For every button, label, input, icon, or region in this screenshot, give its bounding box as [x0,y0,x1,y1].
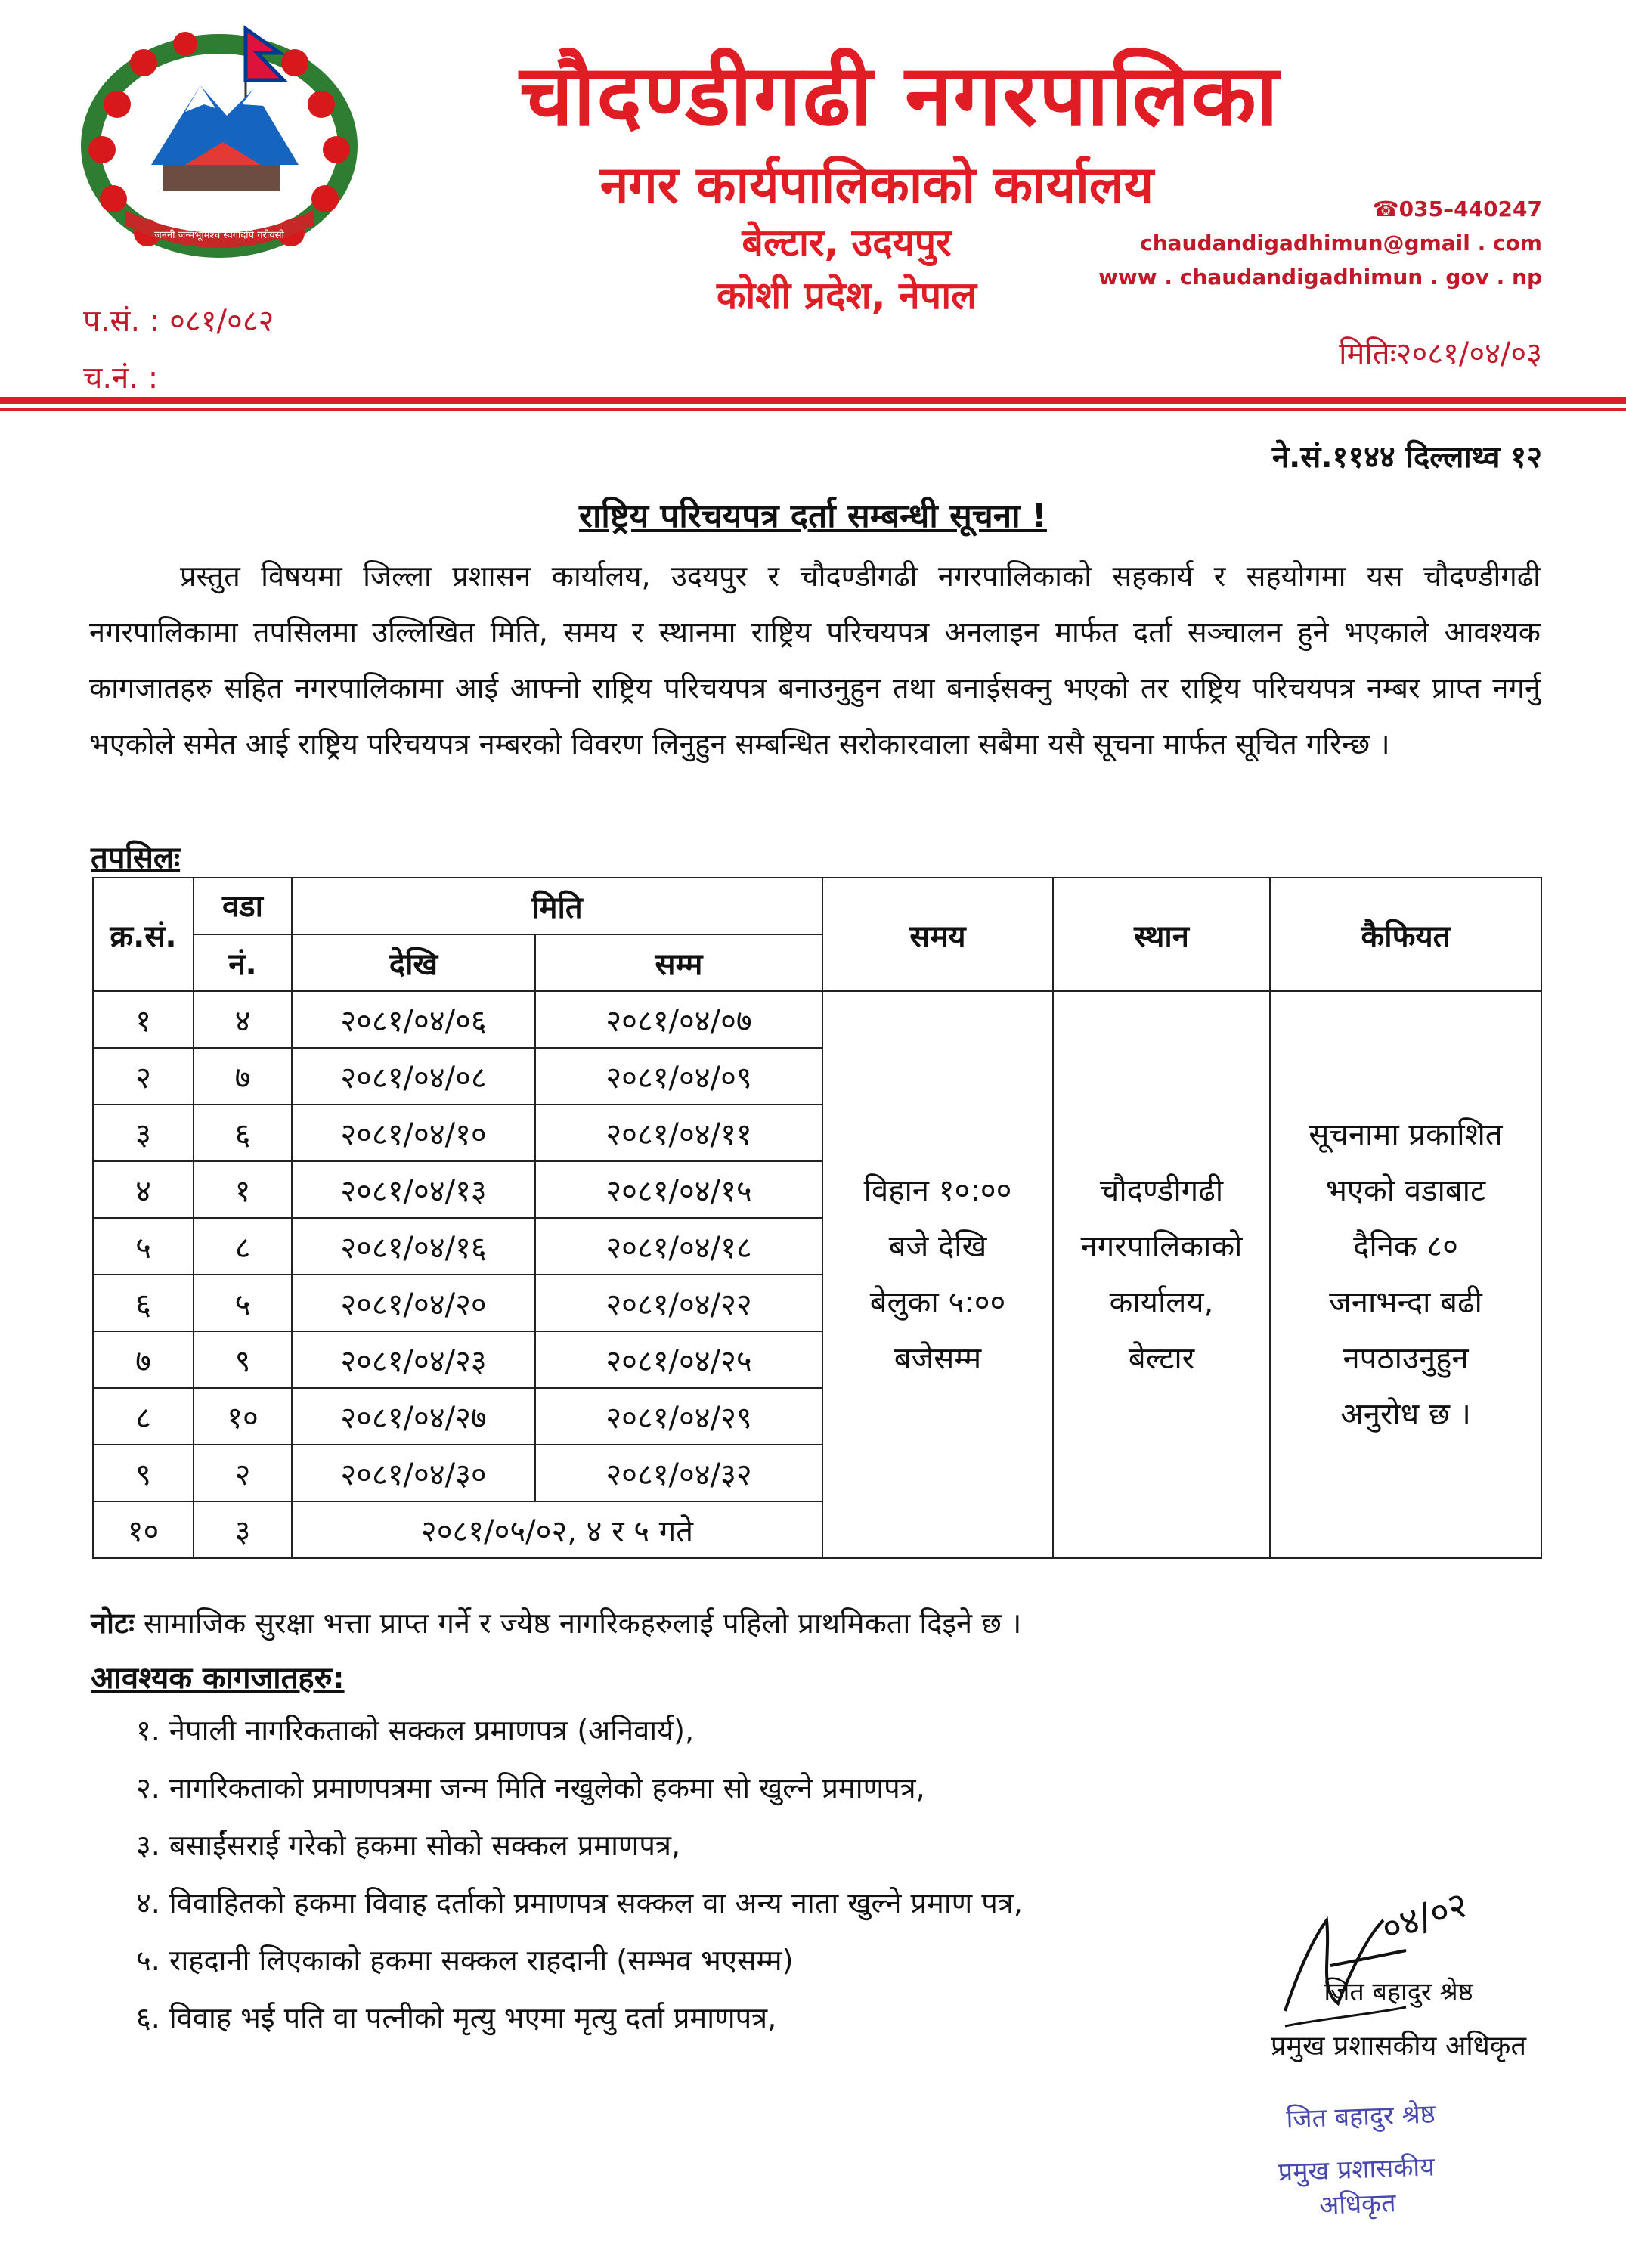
place-line: कार्यालय, [1109,1285,1214,1320]
cell-sn: १ [93,991,194,1048]
col-header-to: सम्म [535,934,822,991]
list-item: २. नागरिकताको प्रमाणपत्रमा जन्म मिति नखुलेको हकमा सो खुल्ने प्रमाणपत्र, [136,1771,925,1805]
cell-from: २०८१/०४/३० [292,1445,535,1501]
address-line-2: कोशी प्रदेश, नेपाल [716,274,977,318]
cell-to: २०८१/०४/३२ [535,1445,822,1501]
cell-sn: ५ [93,1218,194,1275]
col-header-sn: क्र.सं. [93,878,194,991]
cell-from: २०८१/०४/१६ [292,1218,535,1275]
reference-number: प.सं. : ०८१/०८२ [83,304,274,339]
cell-from: २०८१/०४/२७ [292,1388,535,1445]
cell-sn: ६ [93,1275,194,1331]
office-name: नगर कार्यपालिकाको कार्यालय [599,156,1154,215]
subject-text: राष्ट्रिय परिचयपत्र दर्ता सम्बन्धी सूचना ! [579,497,1047,535]
col-header-date: मिति [292,878,822,934]
municipality-title: चौदण्डीगढी नगरपालिका [519,47,1280,145]
note-label: नोटः [91,1606,135,1640]
remarks-line: जनाभन्दा बढी [1329,1285,1482,1320]
cell-ward: ४ [194,991,292,1048]
note [91,1603,1021,1642]
list-item: ३. बसाईंसराई गरेको हकमा सोको सक्कल प्रमाणपत्र, [136,1829,681,1862]
cell-ward: ६ [194,1105,292,1161]
schedule-label: तपसिलः [91,841,181,875]
cell-to: २०८१/०४/२२ [535,1275,822,1331]
cell-ward: ३ [194,1501,292,1558]
letter-date: मितिः२०८१/०४/०३ [1339,336,1542,371]
municipality-emblem [72,21,367,263]
cell-from: २०८१/०४/०६ [292,991,535,1048]
remarks-line: भएको वडाबाट [1325,1173,1486,1208]
cell-sn: १० [93,1501,194,1558]
place-line: बेल्टार [1128,1341,1195,1376]
list-item: ६. विवाह भई पति वा पत्नीको मृत्यु भएमा मृत्यु दर्ता प्रमाणपत्र, [136,2001,777,2034]
address-line-1: बेल्टार, उदयपुर [742,221,952,265]
cell-sn: ९ [93,1445,194,1501]
place-line: नगरपालिकाको [1080,1229,1243,1264]
signatory-name: जित बहादुर श्रेष्ठ [1324,1977,1473,2007]
schedule-table [92,877,1542,1559]
remarks-line: सूचनामा प्रकाशित [1309,1117,1503,1152]
header-divider [0,397,1626,404]
ward-header-line1: वडा [222,888,263,924]
email-address[interactable]: chaudandigadhimun@gmail . com [1140,231,1542,256]
col-header-remarks: कैफियत [1270,878,1541,991]
time-line: बजे देखि [888,1229,987,1264]
remarks-line: नपठाउनुहुन [1343,1341,1469,1376]
cell-to: २०८१/०४/१८ [535,1218,822,1275]
col-header-from: देखि [292,934,535,991]
cell-to: २०८१/०४/०७ [535,991,822,1048]
cell-time [822,991,1053,1558]
list-item: ४. विवाहितको हकमा विवाह दर्ताको प्रमाणपत्र सक्कल वा अन्य नाता खुल्ने प्रमाण पत्र, [136,1886,1023,1919]
cell-to: २०८१/०४/१५ [535,1161,822,1218]
note-text: सामाजिक सुरक्षा भत्ता प्राप्त गर्ने र ज्येष्ठ नागरिकहरुलाई पहिलो प्राथमिकता दिइने छ । [134,1606,1022,1640]
nepal-sambat-date: ने.सं.११४४ दिल्लाथ्व १२ [1271,440,1542,475]
signature-date: ०४/०२ [1376,1883,1473,1951]
cell-sn: २ [93,1048,194,1105]
phone-number: ☎035–440247 [1372,197,1542,222]
cell-ward: ९ [194,1331,292,1388]
cell-ward: ७ [194,1048,292,1105]
list-item: १. नेपाली नागरिकताको सक्कल प्रमाणपत्र (अनिवार्य), [136,1714,695,1747]
cell-to: २०८१/०४/०९ [535,1048,822,1105]
cell-to: २०८१/०४/२९ [535,1388,822,1445]
cell-from: २०८१/०४/२० [292,1275,535,1331]
cell-dates-merged: २०८१/०५/०२, ४ र ५ गते [292,1501,822,1558]
time-line: बजेसम्म [894,1341,982,1376]
handwritten-signature [1255,1875,1504,2041]
cell-sn: ४ [93,1161,194,1218]
mountain-icon [151,85,299,191]
documents-title: आवश्यक कागजातहरु: [91,1661,345,1696]
website-link[interactable]: www . chaudandigadhimun . gov . np [1098,265,1542,290]
cell-from: २०८१/०४/१० [292,1105,535,1161]
dispatch-number: च.नं. : [83,361,159,395]
cell-ward: १० [194,1388,292,1445]
remarks-line: दैनिक ८० [1353,1229,1458,1264]
place-line: चौदण्डीगढी [1099,1173,1224,1208]
motto-text: जननी जन्मभूमिश्च स्वर्गादपि गरीयसी [154,230,284,241]
stamp-name: जित बहादुर श्रेष्ठ [1285,2099,1436,2135]
cell-sn: ७ [93,1331,194,1388]
cell-sn: ८ [93,1388,194,1445]
col-header-ward [194,878,292,934]
header-divider-thin [0,408,1626,411]
notice-subject [0,491,1626,537]
cell-ward: ८ [194,1218,292,1275]
cell-from: २०८१/०४/०८ [292,1048,535,1105]
table-row [93,991,1541,1048]
cell-from: २०८१/०४/१३ [292,1161,535,1218]
stamp-title: प्रमुख प्रशासकीय अधिकृत [1278,2152,1436,2221]
cell-to: २०८१/०४/२५ [535,1331,822,1388]
cell-place [1053,991,1270,1558]
time-line: बेलुका ५:०० [869,1285,1006,1320]
list-item: ५. राहदानी लिएकाको हकमा सक्कल राहदानी (सम्भव भएसम्म) [136,1944,794,1977]
cell-ward: ५ [194,1275,292,1331]
col-header-time: समय [822,878,1053,991]
cell-sn: ३ [93,1105,194,1161]
remarks-line: अनुरोध छ । [1340,1397,1471,1432]
signatory-title: प्रमुख प्रशासकीय अधिकृत [1271,2031,1526,2062]
cell-to: २०८१/०४/११ [535,1105,822,1161]
ward-header-line2: नं. [194,934,292,991]
cell-ward: २ [194,1445,292,1501]
cell-ward: १ [194,1161,292,1218]
cell-from: २०८१/०४/२३ [292,1331,535,1388]
notice-paragraph: प्रस्तुत विषयमा जिल्ला प्रशासन कार्यालय, उदयपुर र चौदण्डीगढी नगरपालिकाको सहकार्य र सहयोगमा यस चौदण्डीगढी नगरपालिकामा तपसिलमा उल्लिखित मिति, समय र स्थानमा राष्ट्रिय परिचयपत्र अनलाइन मार्फत दर्ता सञ्चालन हुने भएकाले आवश्यक कागजातहरु सहित नगरपालिकामा आई आफ्नो राष्ट्रिय परिचयपत्र बनाउनुहुन तथा बनाईसक्नु भएको तर राष्ट्रिय परिचयपत्र नम्बर प्राप्त नगर्नु भएकोले समेत आई राष्ट्रिय परिचयपत्र नम्बरको विवरण लिनुहुन सम्बन्धित सरोकारवाला सबैमा यसै सूचना मार्फत सूचित गरिन्छ । [89,559,1541,761]
cell-remarks [1270,991,1541,1558]
time-line: विहान १०:०० [863,1173,1012,1208]
col-header-place: स्थान [1053,878,1270,991]
